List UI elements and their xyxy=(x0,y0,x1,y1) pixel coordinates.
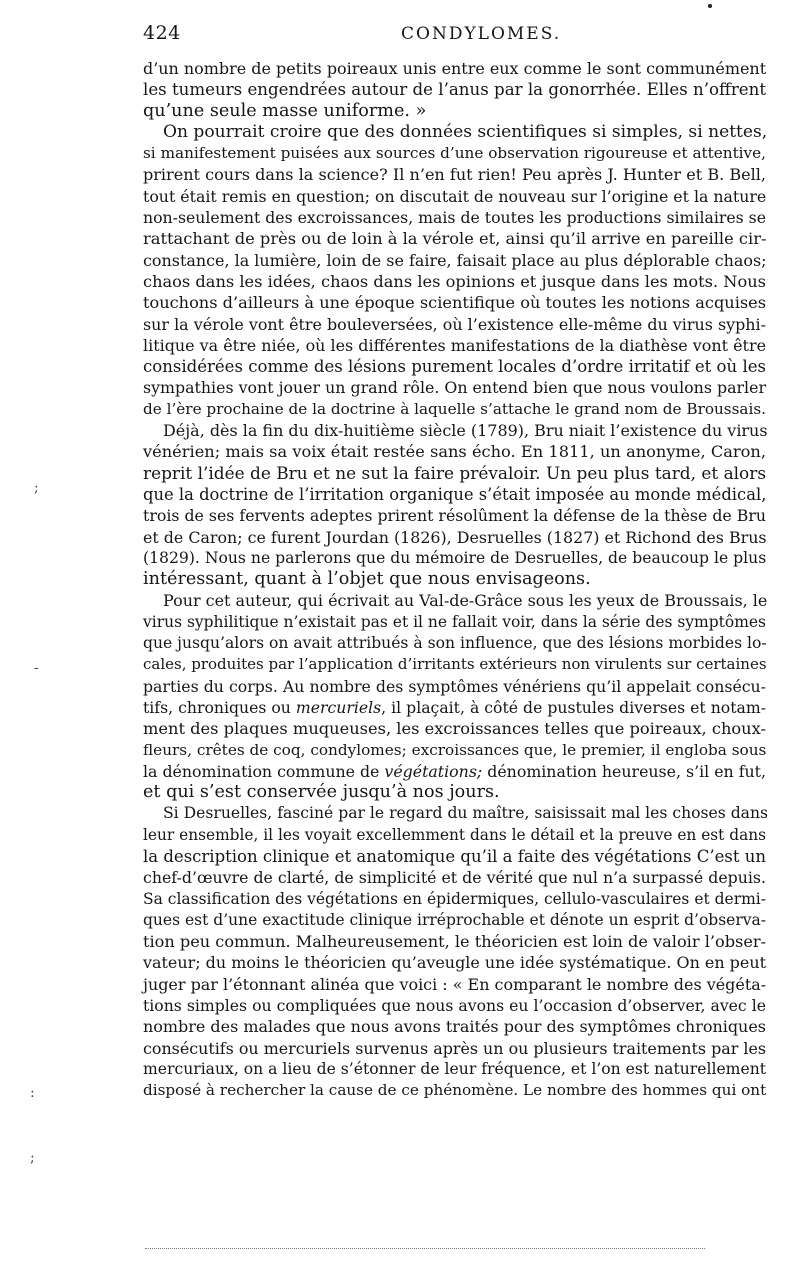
italic-term: mercuriels xyxy=(295,697,382,717)
text-line xyxy=(143,122,766,143)
text-segment: nombre des malades que nous avons traités pour des symptômes chroniques xyxy=(143,1017,766,1037)
text-segment: , il plaçait, à côté de pustules diverses et notam- xyxy=(381,697,766,717)
text-line xyxy=(143,676,766,697)
text-segment: virus syphilitique n’existait pas et il ne fallait voir, dans la série des symptômes xyxy=(143,612,766,631)
text-segment: tout était remis en question; on discutait de nouveau sur l’origine et la nature xyxy=(143,186,767,206)
text-segment: que jusqu’alors on avait attribués à son influence, que des lésions morbides lo- xyxy=(143,634,767,653)
text-segment: juger par l’étonnant alinéa que voici : « En comparant le nombre des végéta- xyxy=(143,974,767,994)
text-line xyxy=(143,463,766,484)
text-segment: et de Caron; ce furent Jourdan (1826), Desruelles (1827) et Richond des Brus xyxy=(143,527,767,547)
text-line xyxy=(143,548,766,569)
text-segment: d’un nombre de petits poireaux unis entre eux comme le sont communément xyxy=(143,59,767,78)
text-line xyxy=(143,228,766,249)
text-segment: fleurs, crêtes de coq, condylomes; excroissances que, le premier, il engloba sous xyxy=(143,740,767,759)
margin-mark: - xyxy=(34,660,39,676)
page-header xyxy=(143,22,763,50)
text-segment: mercuriaux, on a lieu de s’étonner de leur fréquence, et l’on est naturellement xyxy=(143,1059,766,1078)
page-number: 424 xyxy=(143,22,181,44)
text-line xyxy=(143,527,766,548)
text-line xyxy=(143,654,766,675)
text-segment: trois de ses fervents adeptes prirent résolûment la défense de la thèse de Bru xyxy=(143,506,766,526)
text-line xyxy=(143,995,766,1016)
margin-mark: ; xyxy=(30,1150,35,1166)
text-segment: sympathies vont jouer un grand rôle. On entend bien que nous voulons parler xyxy=(143,378,766,398)
text-segment: touchons d’ailleurs à une époque scientifique où toutes les notions acquises xyxy=(143,293,766,313)
text-segment: litique va être niée, où les différentes manifestations de la diathèse vont être xyxy=(143,335,766,355)
text-segment: que la doctrine de l’irritation organique s’était imposée au monde médical, xyxy=(143,484,767,504)
footer-smudge xyxy=(145,1248,705,1251)
text-line xyxy=(143,590,766,611)
text-segment: On pourrait croire que des données scientifiques si simples, si nettes, xyxy=(163,121,768,142)
text-line xyxy=(143,207,766,228)
italic-term: végétations; xyxy=(384,761,483,781)
text-segment: non-seulement des excroissances, mais de toutes les productions similaires se xyxy=(143,208,766,228)
margin-mark: : xyxy=(30,1085,35,1101)
text-line xyxy=(143,441,766,462)
ink-speck xyxy=(708,4,712,8)
text-line xyxy=(143,250,766,271)
text-line xyxy=(143,718,766,739)
text-line xyxy=(143,740,766,761)
text-segment: vénérien; mais sa voix était restée sans écho. En 1811, un anonyme, Caron, xyxy=(143,442,766,462)
text-line xyxy=(143,910,766,931)
text-segment: parties du corps. Au nombre des symptômes vénériens qu’il appelait consécu- xyxy=(143,676,766,696)
text-line xyxy=(143,292,766,313)
running-title: CONDYLOMES. xyxy=(401,24,562,44)
text-line xyxy=(143,1016,766,1037)
text-segment: tifs, chroniques ou xyxy=(143,697,296,717)
text-line xyxy=(143,612,766,633)
text-segment: tion peu commun. Malheureusement, le théoricien est loin de valoir l’obser- xyxy=(143,932,767,952)
text-segment: qu’une seule masse uniforme. » xyxy=(143,100,427,121)
text-line xyxy=(143,1059,766,1080)
text-line xyxy=(143,399,766,420)
text-segment: consécutifs ou mercuriels survenus après un ou plusieurs traitements par les xyxy=(143,1038,766,1058)
text-segment: les tumeurs engendrées autour de l’anus par la gonorrhée. Elles n’offrent xyxy=(143,80,766,100)
text-line xyxy=(143,697,766,718)
text-line xyxy=(143,952,766,973)
text-line xyxy=(143,782,766,803)
text-segment: dénomination heureuse, s’il en fut, xyxy=(482,761,767,781)
text-line xyxy=(143,505,766,526)
text-segment: si manifestement puisées aux sources d’une observation rigoureuse et attentive, xyxy=(143,144,766,163)
text-line xyxy=(143,633,766,654)
text-line xyxy=(143,271,766,292)
text-line xyxy=(143,314,766,335)
text-line xyxy=(143,1080,766,1101)
text-line xyxy=(143,335,766,356)
text-line xyxy=(143,186,766,207)
text-segment: cales, produites par l’application d’irritants extérieurs non virulents sur certaines xyxy=(143,655,767,674)
text-line xyxy=(143,569,766,590)
text-segment: Déjà, dès la fin du dix-huitième siècle (1789), Bru niait l’existence du virus xyxy=(163,421,768,441)
text-segment: leur ensemble, il les voyait excellemment dans le détail et la preuve en est dans xyxy=(143,825,767,844)
text-line xyxy=(143,846,766,867)
text-segment: et qui s’est conservée jusqu’à nos jours. xyxy=(143,782,500,803)
text-line xyxy=(143,1038,766,1059)
text-line xyxy=(143,143,766,164)
text-segment: de l’ère prochaine de la doctrine à laquelle s’attache le grand nom de Broussais. xyxy=(143,399,767,418)
text-segment: prirent cours dans la science? Il n’en fut rien! Peu après J. Hunter et B. Bell, xyxy=(143,165,766,185)
text-line xyxy=(143,825,766,846)
text-segment: rattachant de près ou de loin à la vérole et, ainsi qu’il arrive en pareille cir- xyxy=(143,229,767,249)
text-line xyxy=(143,79,766,100)
text-segment: tions simples ou compliquées que nous avons eu l’occasion d’observer, avec le xyxy=(143,996,766,1016)
text-line xyxy=(143,377,766,398)
text-line xyxy=(143,164,766,185)
margin-mark: ; xyxy=(34,480,39,496)
text-line xyxy=(143,101,766,122)
text-segment: Si Desruelles, fasciné par le regard du maître, saisissait mal les choses dans xyxy=(163,804,769,823)
text-segment: chaos dans les idées, chaos dans les opinions et jusque dans les mots. Nous xyxy=(143,271,766,291)
text-segment: ques est d’une exactitude clinique irréprochable et dénote un esprit d’observa- xyxy=(143,910,766,929)
text-line xyxy=(143,974,766,995)
text-segment: la dénomination commune de xyxy=(143,761,385,781)
text-segment: constance, la lumière, loin de se faire, faisait place au plus déplorable chaos; xyxy=(143,250,767,270)
text-segment: chef-d’œuvre de clarté, de simplicité et de vérité que nul n’a surpassé depuis. xyxy=(143,868,766,888)
text-segment: reprit l’idée de Bru et ne sut la faire prévaloir. Un peu plus tard, et alors xyxy=(143,462,766,483)
text-line xyxy=(143,420,766,441)
text-segment: vateur; du moins le théoricien qu’aveugle une idée systématique. On en peut xyxy=(143,953,766,973)
text-segment: Sa classification des végétations en épidermiques, cellulo-vasculaires et dermi- xyxy=(143,889,766,908)
text-line xyxy=(143,58,766,79)
text-segment: intéressant, quant à l’objet que nous envisageons. xyxy=(143,569,591,590)
text-line xyxy=(143,803,769,824)
text-line xyxy=(143,356,766,377)
text-line xyxy=(143,889,766,910)
text-segment: ment des plaques muqueuses, les excroissances telles que poireaux, choux- xyxy=(143,719,766,739)
text-segment: la description clinique et anatomique qu’il a faite des végétations C’est un xyxy=(143,846,766,866)
text-segment: (1829). Nous ne parlerons que du mémoire de Desruelles, de beaucoup le plus xyxy=(143,548,767,567)
text-segment: considérées comme des lésions purement locales d’ordre irritatif et où les xyxy=(143,357,766,377)
text-line xyxy=(143,931,766,952)
text-line xyxy=(143,761,766,782)
text-line xyxy=(143,867,766,888)
text-segment: sur la vérole vont être bouleversées, où l’existence elle-même du virus syphi- xyxy=(143,314,766,334)
text-segment: Pour cet auteur, qui écrivait au Val-de-Grâce sous les yeux de Broussais, le xyxy=(163,591,768,611)
text-line xyxy=(143,484,766,505)
body-text xyxy=(143,58,769,1102)
text-segment: disposé à rechercher la cause de ce phénomène. Le nombre des hommes qui ont xyxy=(143,1081,767,1100)
